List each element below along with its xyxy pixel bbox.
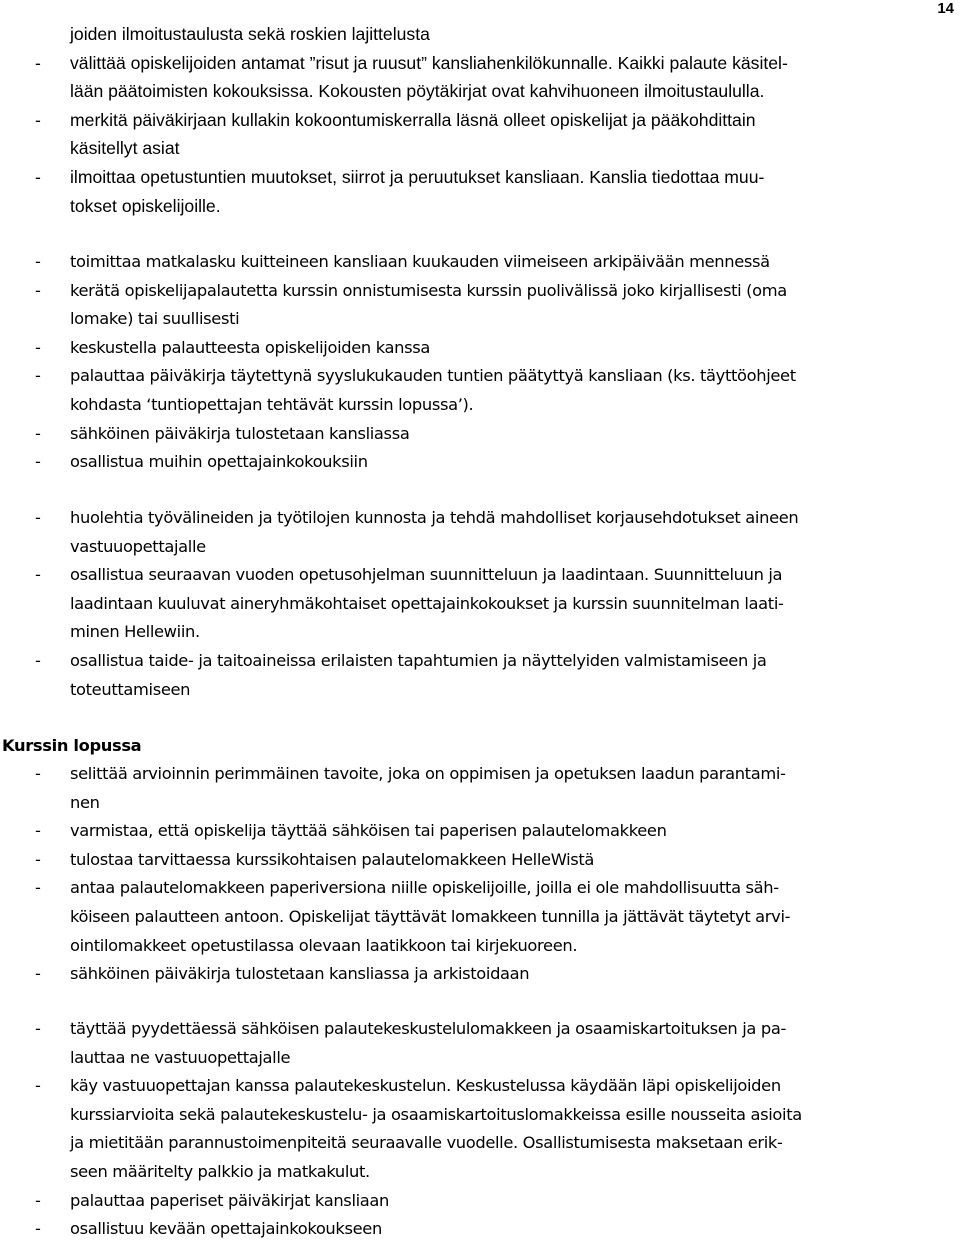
list-item-text: palauttaa päiväkirja täytettynä syyslukukauden tuntien päätyttyä kansliaan (ks. täyttöohjeet xyxy=(70,366,796,386)
list-item-continuation xyxy=(0,1044,960,1073)
list-item-text: laadintaan kuuluvat aineryhmäkohtaiset opettajainkokoukset ja kurssin suunnitelman laati- xyxy=(70,593,784,613)
list-item-text: minen Hellewiin. xyxy=(70,622,200,642)
duties-block-end-of-course xyxy=(0,760,960,989)
list-item-text: osallistua muihin opettajainkokouksiin xyxy=(70,452,368,472)
list-item-continuation xyxy=(0,134,960,163)
list-item-text: ointilomakkeet opetustilassa olevaan laatikkoon tai kirjekuoreen. xyxy=(70,935,578,955)
bullet-dash: - xyxy=(35,1076,41,1096)
list-item xyxy=(0,362,960,391)
duties-block-1 xyxy=(0,20,960,220)
list-item xyxy=(0,504,960,533)
bullet-dash: - xyxy=(35,878,41,898)
list-item-text: tokset opiskelijoille. xyxy=(70,195,221,216)
list-item-text: seen määritelty palkkio ja matkakulut. xyxy=(70,1161,370,1181)
list-item-continuation xyxy=(0,590,960,619)
list-item-continuation xyxy=(0,789,960,818)
list-item xyxy=(0,1215,960,1244)
duties-block-3 xyxy=(0,504,960,704)
list-item xyxy=(0,106,960,135)
duties-block-2 xyxy=(0,248,960,477)
list-item-continuation xyxy=(0,1158,960,1187)
list-item-continuation xyxy=(0,533,960,562)
bullet-dash: - xyxy=(35,1219,41,1239)
list-item xyxy=(0,1187,960,1216)
bullet-dash: - xyxy=(35,280,41,300)
list-item-continuation xyxy=(0,20,960,49)
list-item-text: lomake) tai suullisesti xyxy=(70,309,240,329)
list-item-continuation xyxy=(0,1101,960,1130)
list-item-continuation xyxy=(0,932,960,961)
bullet-dash: - xyxy=(35,650,41,670)
list-item xyxy=(0,334,960,363)
list-item xyxy=(0,163,960,192)
list-item-text: köiseen palautteen antoon. Opiskelijat täyttävät lomakkeen tunnilla ja jättävät täytetyt arvi- xyxy=(70,906,791,926)
bullet-dash: - xyxy=(35,849,41,869)
bullet-dash: - xyxy=(35,337,41,357)
list-item-text: täyttää pyydettäessä sähköisen palautekeskustelulomakkeen ja osaamiskartoituksen ja pa- xyxy=(70,1019,786,1038)
bullet-dash: - xyxy=(35,252,41,271)
list-item-text: kerätä opiskelijapalautetta kurssin onnistumisesta kurssin puolivälissä joko kirjallisesti (oma xyxy=(70,280,787,300)
list-item-text: sähköinen päiväkirja tulostetaan kansliassa ja arkistoidaan xyxy=(70,964,530,984)
list-item-text: vastuuopettajalle xyxy=(70,536,206,556)
list-item-text: kurssiarvioita sekä palautekeskustelu- ja osaamiskartoituslomakkeissa esille nousseita asioita xyxy=(70,1104,802,1124)
list-item-text: joiden ilmoitustaulusta sekä roskien lajittelusta xyxy=(70,24,430,44)
list-item xyxy=(0,846,960,875)
list-item-continuation xyxy=(0,903,960,932)
list-item-continuation xyxy=(0,1129,960,1158)
list-item xyxy=(0,760,960,789)
list-item-text: lauttaa ne vastuuopettajalle xyxy=(70,1047,291,1067)
list-item xyxy=(0,817,960,846)
list-item-text: välittää opiskelijoiden antamat ”risut ja ruusut” kansliahenkilökunnalle. Kaikki palaute käsitel- xyxy=(70,52,788,73)
list-item-text: osallistuu kevään opettajainkokoukseen xyxy=(70,1219,382,1239)
bullet-dash: - xyxy=(35,109,41,130)
list-item xyxy=(0,448,960,477)
list-item xyxy=(0,561,960,590)
list-item-text: nen xyxy=(70,792,100,812)
bullet-dash: - xyxy=(35,452,41,472)
list-item xyxy=(0,1015,960,1044)
list-item-text: palauttaa paperiset päiväkirjat kansliaan xyxy=(70,1190,390,1210)
list-item xyxy=(0,49,960,78)
bullet-dash: - xyxy=(35,423,41,443)
list-item xyxy=(0,874,960,903)
bullet-dash: - xyxy=(35,964,41,984)
bullet-dash: - xyxy=(35,166,41,187)
list-item-text: sähköinen päiväkirja tulostetaan kansliassa xyxy=(70,423,410,443)
list-item xyxy=(0,277,960,306)
list-item-text: tulostaa tarvittaessa kurssikohtaisen palautelomakkeen HelleWistä xyxy=(70,849,595,869)
bullet-dash: - xyxy=(35,508,41,527)
list-item xyxy=(0,960,960,989)
bullet-dash: - xyxy=(35,1190,41,1210)
list-item-text: osallistua taide- ja taitoaineissa erilaisten tapahtumien ja näyttelyiden valmistamiseen ja xyxy=(70,650,767,670)
list-item-continuation xyxy=(0,305,960,334)
list-item-continuation xyxy=(0,676,960,705)
list-item-text: toimittaa matkalasku kuitteineen kansliaan kuukauden viimeiseen arkipäivään mennessä xyxy=(70,252,770,271)
list-item-text: huolehtia työvälineiden ja työtilojen kunnosta ja tehdä mahdolliset korjausehdotukset aineen xyxy=(70,508,799,527)
list-item-text: varmistaa, että opiskelija täyttää sähköisen tai paperisen palautelomakkeen xyxy=(70,821,667,841)
list-item-text: toteuttamiseen xyxy=(70,679,191,699)
list-item-continuation xyxy=(0,391,960,420)
list-item-continuation xyxy=(0,77,960,106)
list-item-continuation xyxy=(0,192,960,221)
list-item-text: keskustella palautteesta opiskelijoiden kanssa xyxy=(70,337,430,357)
list-item xyxy=(0,1072,960,1101)
list-item-text: käsitellyt asiat xyxy=(70,138,180,159)
list-item xyxy=(0,420,960,449)
bullet-dash: - xyxy=(35,1019,41,1038)
list-item-text: merkitä päiväkirjaan kullakin kokoontumiskerralla läsnä olleet opiskelijat ja pääkohdittain xyxy=(70,109,756,130)
list-item-text: käy vastuuopettajan kanssa palautekeskustelun. Keskustelussa käydään läpi opiskelijoiden xyxy=(70,1076,781,1096)
bullet-dash: - xyxy=(35,821,41,841)
list-item-text: ja mietitään parannustoimenpiteitä seuraavalle vuodelle. Osallistumisesta maksetaan erik- xyxy=(70,1133,783,1153)
section-heading-kurssin-lopussa: Kurssin lopussa xyxy=(2,736,142,755)
list-item-continuation xyxy=(0,618,960,647)
list-item-text: osallistua seuraavan vuoden opetusohjelman suunnitteluun ja laadintaan. Suunnitteluun ja xyxy=(70,565,783,585)
list-item-text: lään päätoimisten kokouksissa. Kokousten pöytäkirjat ovat kahvihuoneen ilmoitustaululla. xyxy=(70,81,765,102)
duties-block-5 xyxy=(0,1015,960,1244)
bullet-dash: - xyxy=(35,764,41,783)
list-item-text: selittää arvioinnin perimmäinen tavoite, joka on oppimisen ja opetuksen laadun parantami- xyxy=(70,764,786,783)
page-number: 14 xyxy=(937,0,954,17)
list-item-text: kohdasta ‘tuntiopettajan tehtävät kurssin lopussa’). xyxy=(70,394,474,414)
list-item xyxy=(0,248,960,277)
list-item xyxy=(0,647,960,676)
bullet-dash: - xyxy=(35,52,41,73)
bullet-dash: - xyxy=(35,366,41,386)
list-item-text: ilmoittaa opetustuntien muutokset, siirrot ja peruutukset kansliaan. Kanslia tiedottaa muu- xyxy=(70,166,765,187)
list-item-text: antaa palautelomakkeen paperiversiona niille opiskelijoille, joilla ei ole mahdollisuutta säh- xyxy=(70,878,779,898)
bullet-dash: - xyxy=(35,565,41,585)
